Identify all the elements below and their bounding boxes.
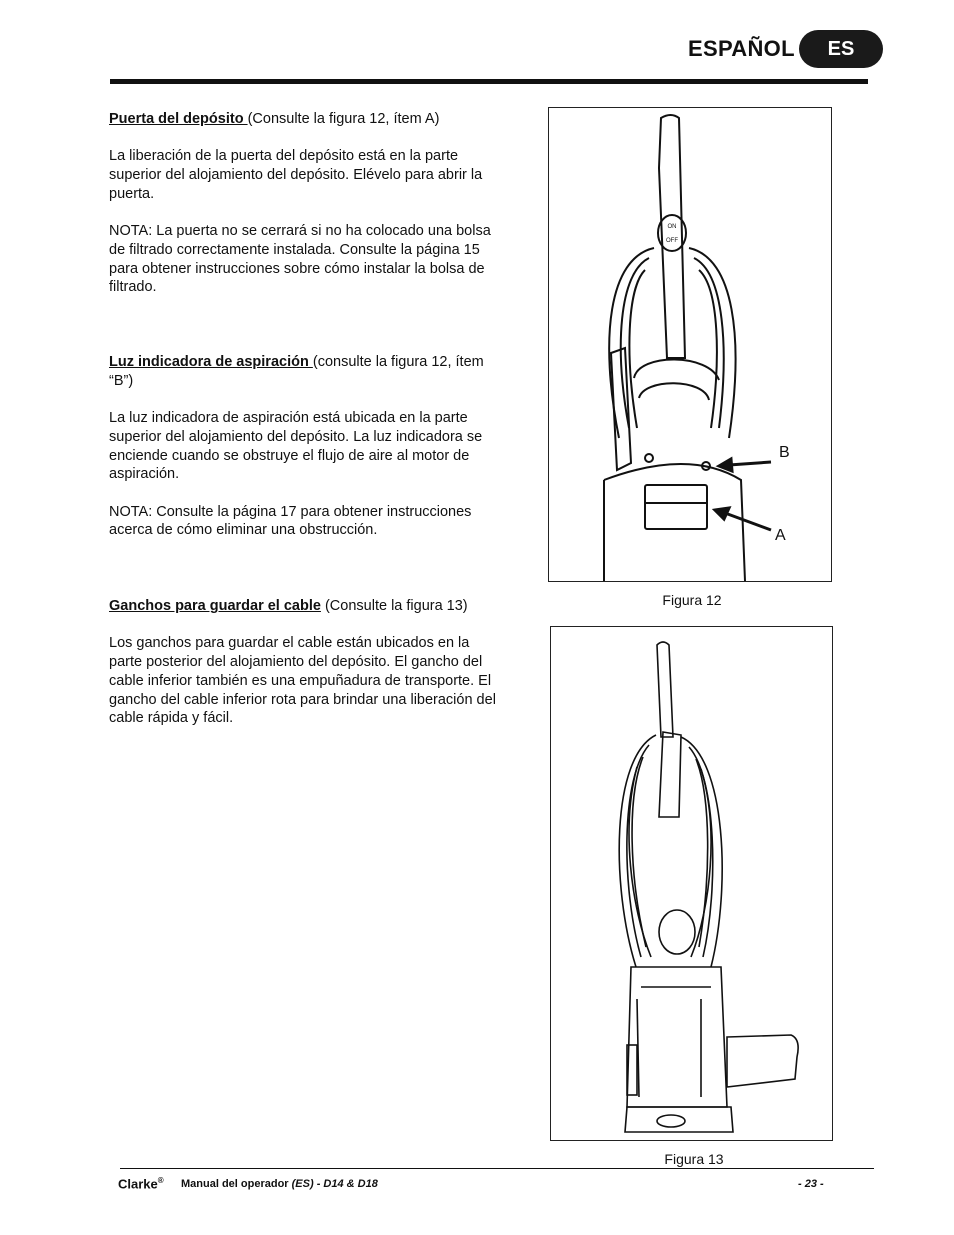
section-heading: Luz indicadora de aspiración [109, 354, 313, 370]
callout-a-label: A [775, 527, 786, 544]
page-number: - 23 - [798, 1178, 824, 1190]
section-heading: Ganchos para guardar el cable [109, 598, 321, 614]
figure-12-caption: Figura 12 [662, 592, 722, 608]
vacuum-rear-illustration [551, 627, 832, 1140]
callout-b-arrow [729, 462, 771, 465]
language-badge: ES [799, 30, 883, 68]
footer-brand [118, 1176, 164, 1191]
registered-mark: ® [157, 1176, 164, 1185]
switch-on-label: ON [667, 224, 677, 230]
vacuum-top-illustration [549, 108, 831, 581]
section-paragraph: Los ganchos para guardar el cable están ubicados en la parte posterior del alojamiento del depósito. El gancho del cable inferior también es una empuñadura de transporte. El gancho del cable inferior rota para brindar una liberación del cable rápida y fácil. [109, 635, 496, 727]
manual-model: (ES) - D14 & D18 [291, 1178, 378, 1190]
callout-a-arrow [725, 513, 771, 530]
brand-name: Clarke [118, 1176, 158, 1192]
section-heading-line [109, 110, 504, 129]
section-reservoir-door [109, 110, 504, 297]
switch-off-label: OFF [666, 238, 678, 244]
section-reference: (consulte la figura 12, ítem “B”) [109, 354, 484, 389]
figure-13-frame [550, 626, 833, 1141]
section-vacuum-indicator [109, 353, 504, 540]
section-note: NOTA: Consulte la página 17 para obtener instrucciones acerca de cómo eliminar una obstrucción. [109, 503, 472, 539]
callout-b-label: B [779, 444, 790, 461]
section-heading-line [109, 353, 504, 390]
figure-12-frame [548, 107, 832, 582]
manual-label: Manual del operador [181, 1178, 292, 1190]
footer-manual-title [181, 1178, 378, 1190]
footer-rule [120, 1168, 874, 1169]
section-paragraph: La luz indicadora de aspiración está ubicada en la parte superior del alojamiento del depósito. La luz indicadora se enciende cuando se obstruye el flujo de aire al motor de aspiración. [109, 410, 483, 483]
section-heading: Puerta del depósito [109, 111, 248, 127]
figure-13-caption: Figura 13 [664, 1151, 724, 1167]
section-heading-line [109, 597, 504, 616]
language-title: ESPAÑOL [688, 36, 795, 61]
section-cord-hooks [109, 597, 504, 728]
section-note: NOTA: La puerta no se cerrará si no ha colocado una bolsa de filtrado correctamente instalada. Consulte la página 15 para obtener instrucciones sobre cómo instalar la bolsa de filtrado. [109, 223, 491, 296]
header-rule [110, 79, 868, 84]
section-paragraph: La liberación de la puerta del depósito está en la parte superior del alojamiento del depósito. Elévelo para abrir la puerta. [109, 148, 483, 202]
section-reference: (Consulte la figura 13) [320, 598, 468, 614]
section-reference: (Consulte la figura 12, ítem A) [247, 111, 440, 127]
